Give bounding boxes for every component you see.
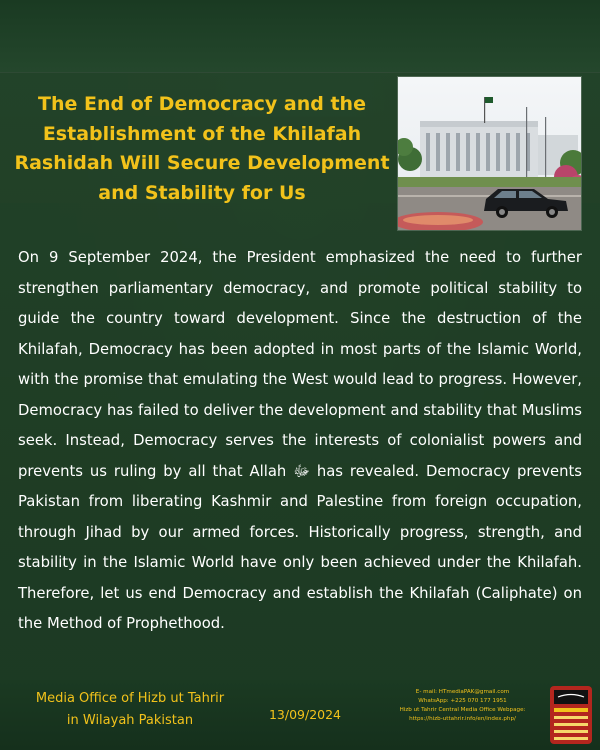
- media-office-line1: Media Office of Hizb ut Tahrir: [35, 691, 225, 706]
- contact-info: [380, 688, 545, 724]
- media-office-line2: in Wilayah Pakistan: [66, 713, 194, 728]
- statement-body: On 9 September 2024, the President emphasized the need to further strengthen parliamentary democracy, and promote political stability to guide the country toward development. Since the destruction of the Khilafah, Democracy has been adopted in most parts of the Islamic World, with the promise that emulating the West would lead to progress. However, Democracy has failed to deliver the development and stability that Muslims seek. Instead, Democracy serves the interests of colonialist powers and prevents us ruling by all that Allah ﷻ has revealed. Democracy prevents Pakistan from liberating Kashmir and Palestine from foreign occupation, through Jihad by our armed forces. Historically progress, strength, and stability in the Islamic World have only been achieved under the Khilafah. Therefore, let us end Democracy and establish the Khilafah (Caliphate) on the Method of Prophethood.: [18, 249, 583, 632]
- hizb-ut-tahrir-logo-icon: [548, 684, 594, 746]
- contact-whatsapp: WhatsApp: +225 070 177 1951: [418, 698, 507, 704]
- top-band: [0, 0, 600, 72]
- headline: The End of Democracy and the Establishment of the Khilafah Rashidah Will Secure Development and Stability for Us: [14, 93, 390, 204]
- contact-email: E- mail: HTmediaPAK@gmail.com: [415, 689, 510, 695]
- central-office-url: https://hizb-uttahrir.info/en/index.php/: [409, 716, 516, 722]
- publication-date: 13/09/2024: [268, 707, 342, 722]
- central-office-label: Hizb ut Tahrir Central Media Office Webpage:: [399, 707, 526, 713]
- parliament-building-photo: [397, 76, 582, 231]
- media-office-name: [10, 688, 250, 732]
